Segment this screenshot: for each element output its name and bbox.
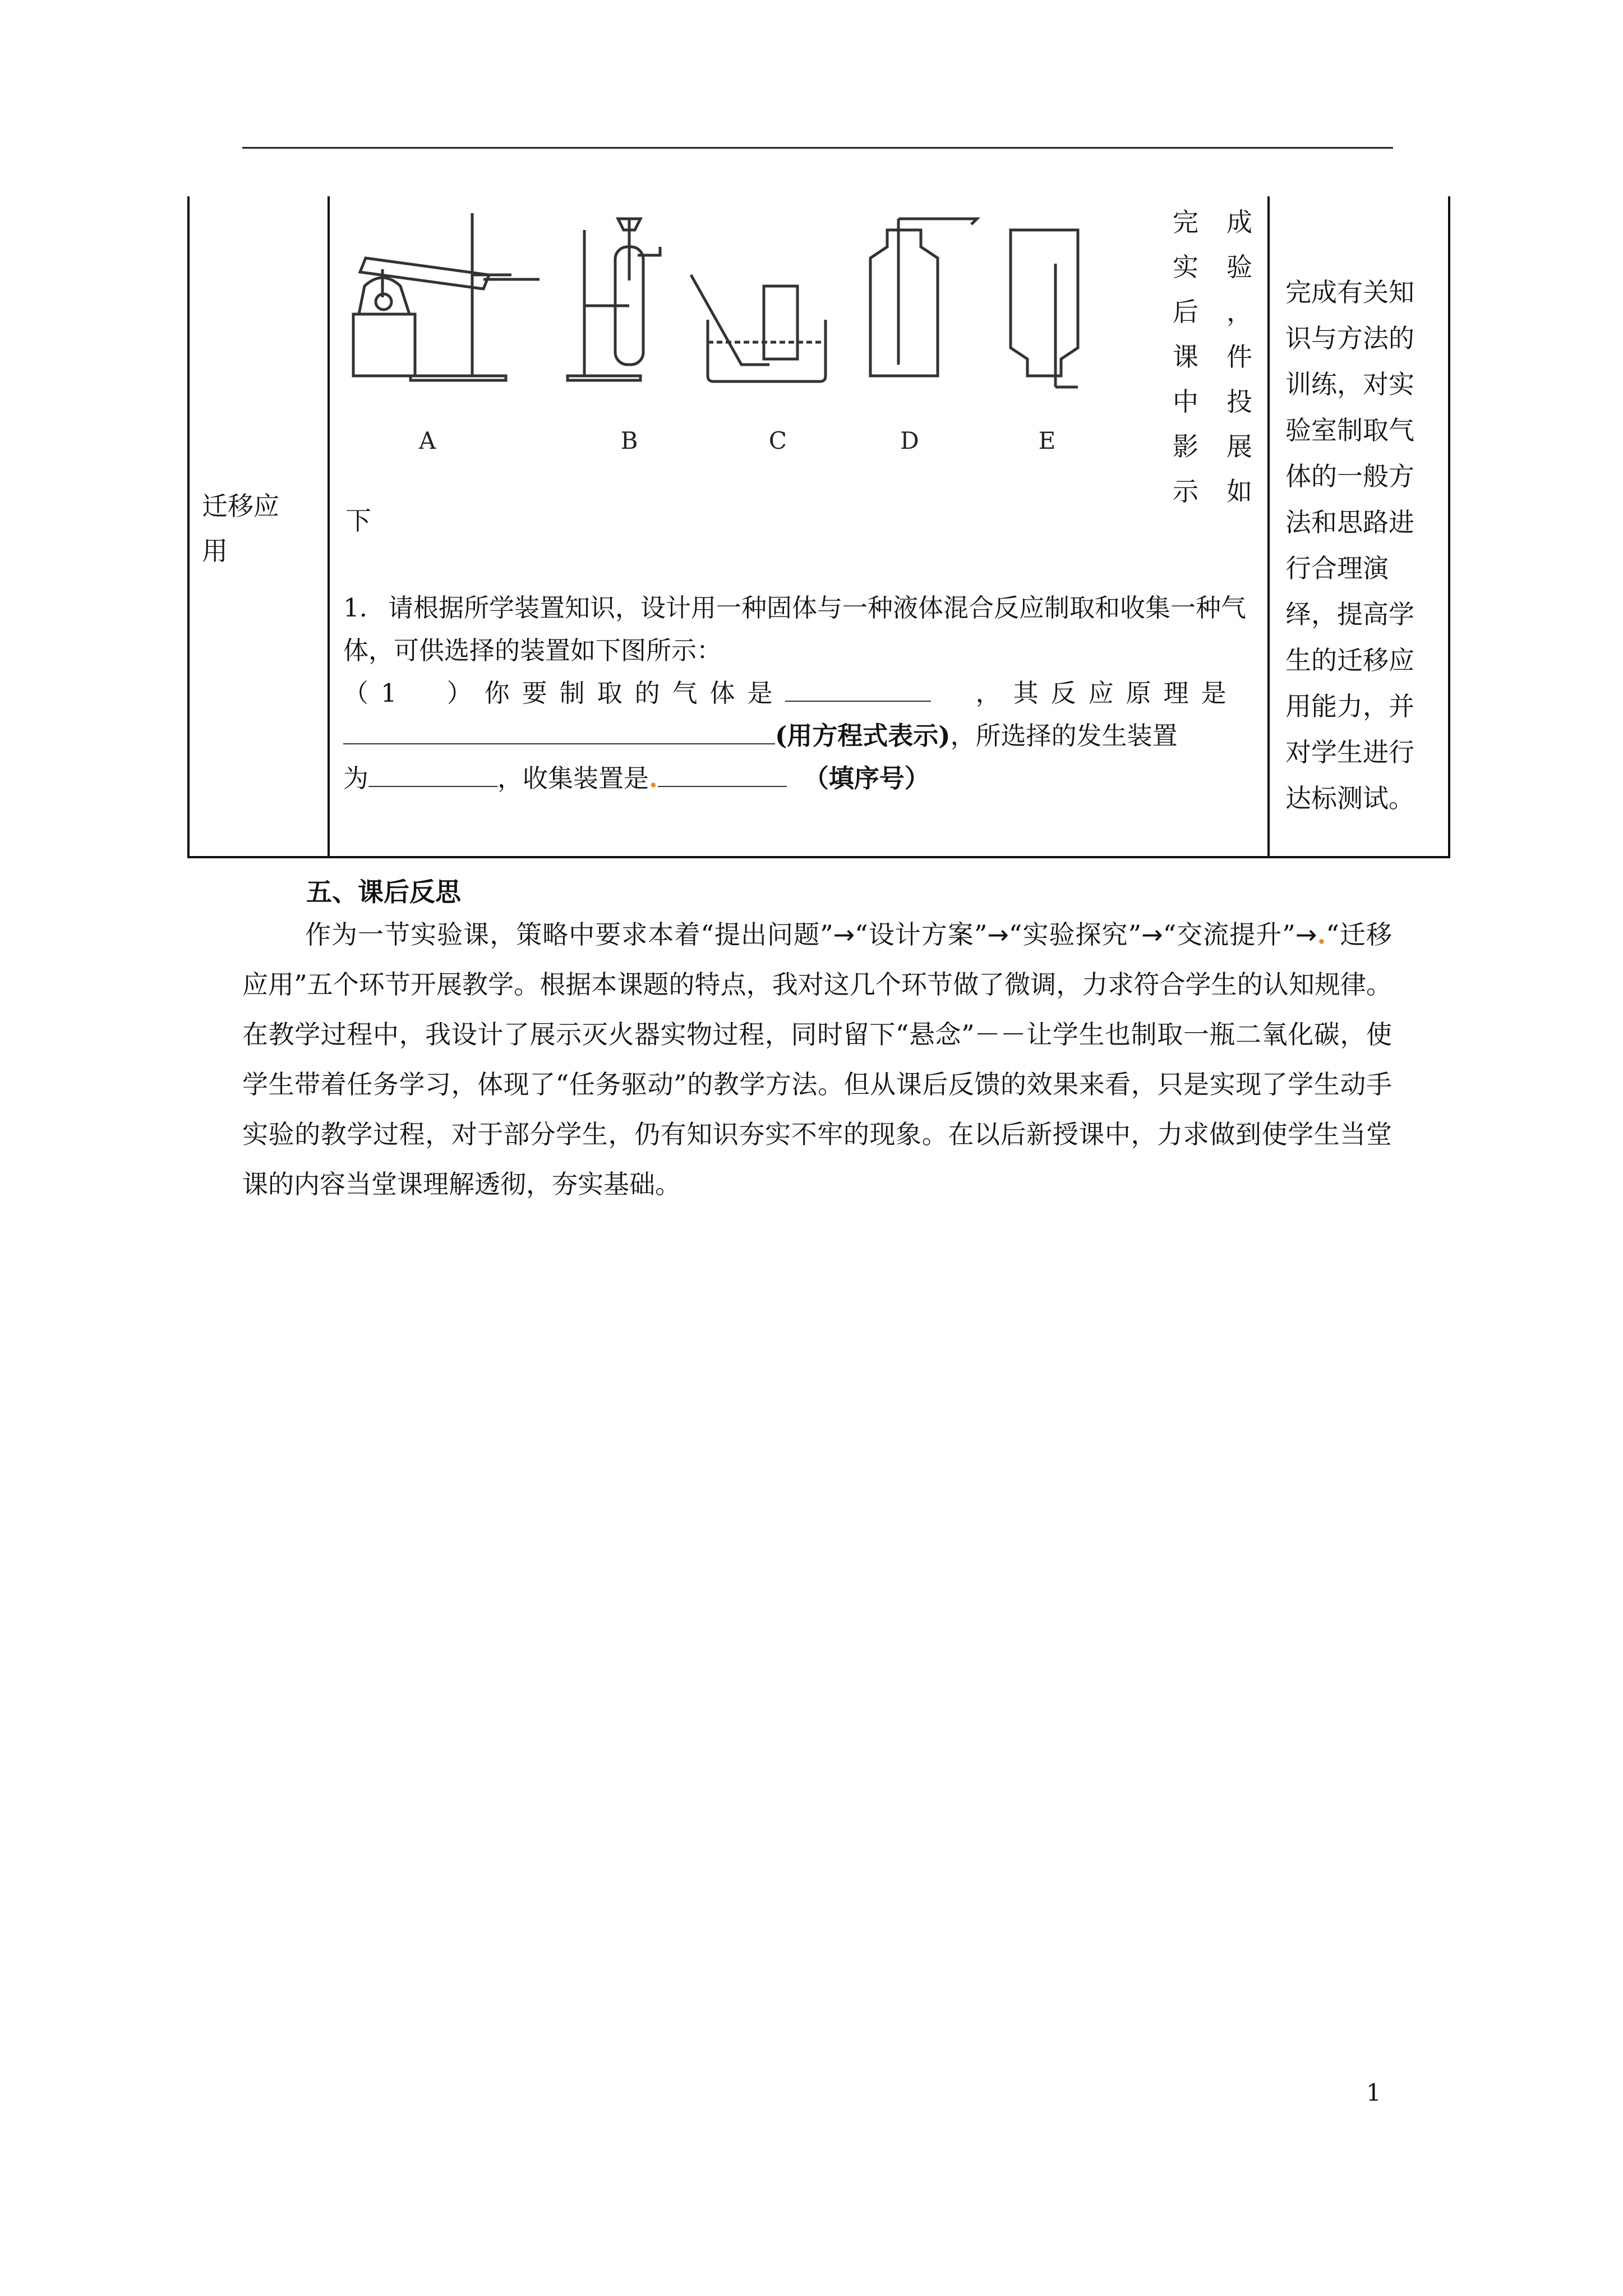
label-a: A [418, 427, 436, 454]
label-c: C [768, 427, 787, 454]
right-column-text: 完成有关知识与方法的训练，对实验室制取气体的一般方法和思路进行合理演绎，提高学生的迁移应用能力，并对学生进行达标测试。 [1285, 277, 1414, 813]
section-title: 五、课后反思 [306, 877, 461, 907]
header-rule [242, 147, 1393, 149]
equation-hint: (用方程式表示) [775, 721, 951, 751]
para-seg-2: “设计方案” [855, 919, 988, 950]
question-text: 请根据所学装置知识，设计用一种固体与一种液体混合反应制取和收集一种气体，可供选择的装置如下图所示： [343, 593, 1247, 665]
para-seg-3: “实验探究” [1008, 919, 1142, 950]
apparatus-a [353, 213, 540, 380]
orange-dot-2: . [1317, 919, 1326, 950]
q-part2-suffix: ，所选择的发生装置 [950, 721, 1178, 751]
generator-blank[interactable] [368, 761, 497, 787]
q-part3-mid: ，收集装置是 [497, 763, 649, 793]
apparatus-b [568, 219, 660, 380]
question-line-1 [343, 672, 1257, 715]
row-label: 迁移应用 [202, 491, 279, 566]
label-b: B [620, 427, 638, 454]
equation-blank[interactable] [343, 719, 775, 744]
para-seg-1: 作为一节实验课，策略中要求本着“提出问题” [305, 919, 833, 950]
para-seg-4: “交流提升” [1163, 919, 1295, 950]
arrow-2: → [987, 919, 1009, 950]
question-number: 1. [343, 593, 367, 623]
table-border-right [1448, 196, 1450, 858]
label-e: E [1038, 427, 1056, 454]
question-line-3 [343, 757, 1257, 800]
side-note-col-right: 成 验 ， 件 投 展 如 [1227, 207, 1252, 507]
label-d: D [900, 427, 919, 454]
reflection-paragraph [242, 910, 1392, 1209]
q-part1-mid: ，其反应原理是 [975, 678, 1239, 708]
q-part3-prefix: 为 [343, 763, 369, 793]
arrow-3: → [1141, 919, 1163, 950]
arrow-1: → [833, 919, 855, 950]
apparatus-e [1011, 230, 1078, 387]
table-border-left [187, 196, 190, 858]
side-note-tail: 下 [345, 505, 371, 536]
table-divider-1 [328, 196, 330, 858]
question-1 [343, 587, 1257, 672]
apparatus-figure [343, 213, 1184, 477]
apparatus-d [870, 219, 977, 376]
fill-number-hint: （填序号） [803, 763, 930, 793]
side-note-col-left: 完 实 后 课 中 影 示 [1173, 207, 1198, 507]
q-part1-prefix: （1 ）你要制取的气体是 [343, 678, 785, 708]
orange-dot: . [649, 763, 658, 793]
collector-blank[interactable] [658, 761, 787, 787]
apparatus-c [691, 275, 826, 381]
gas-blank[interactable] [785, 676, 931, 702]
para-seg-5: “迁移应用”五个环节开展教学。根据本课题的特点，我对这几个环节做了微调，力求符合学生的认知规律。在教学过程中，我设计了展示灭火器实物过程，同时留下“悬念”－－让学生也制取一瓶二氧化碳，使学生带着任务学习，体现了“任务驱动”的教学方法。但从课后反馈的效果来看，只是实现了学生动手实验的教学过程，对于部分学生，仍有知识夯实不牢的现象。在以后新授课中，力求做到使学生当堂课的内容当堂课理解透彻，夯实基础。 [242, 919, 1392, 1199]
table-divider-2 [1267, 196, 1270, 858]
question-line-2 [343, 715, 1257, 757]
table-border-bottom [187, 856, 1450, 858]
page-number: 1 [1366, 2079, 1381, 2106]
arrow-4: → [1295, 919, 1317, 950]
